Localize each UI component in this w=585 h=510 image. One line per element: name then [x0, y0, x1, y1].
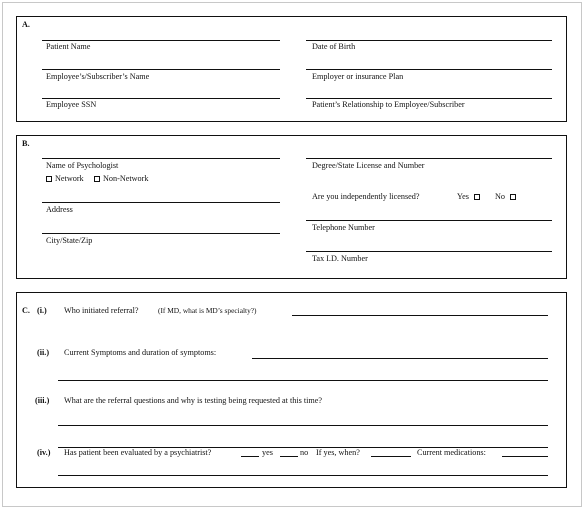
relationship-label: Patient’s Relationship to Employee/Subscriber — [312, 100, 465, 109]
question-1-number: (i.) — [37, 306, 47, 315]
question-4-number: (iv.) — [37, 448, 51, 457]
question-1-answer-line[interactable] — [292, 315, 548, 316]
question-3-text: What are the referral questions and why is testing being requested at this time? — [64, 396, 323, 405]
question-4-answer-line[interactable] — [58, 475, 548, 476]
degree-license-label: Degree/State License and Number — [312, 161, 425, 170]
tax-id-line[interactable] — [306, 251, 552, 252]
psychiatrist-yes-label: yes — [262, 448, 273, 457]
section-c-box — [16, 292, 567, 488]
date-of-birth-line[interactable] — [306, 40, 552, 41]
psychologist-name-line[interactable] — [42, 158, 280, 159]
patient-name-line[interactable] — [42, 40, 280, 41]
relationship-line[interactable] — [306, 98, 552, 99]
address-label: Address — [46, 205, 73, 214]
question-2-number: (ii.) — [37, 348, 50, 357]
city-state-zip-label: City/State/Zip — [46, 236, 93, 245]
employee-ssn-label: Employee SSN — [46, 100, 97, 109]
employer-plan-line[interactable] — [306, 69, 552, 70]
non-network-checkbox[interactable] — [94, 176, 100, 182]
question-3-number: (iii.) — [35, 396, 50, 405]
licensed-no-checkbox[interactable] — [510, 194, 516, 200]
licensed-no-label: No — [495, 192, 506, 201]
question-3-answer-line-1[interactable] — [58, 425, 548, 426]
patient-name-label: Patient Name — [46, 42, 91, 51]
tax-id-label: Tax I.D. Number — [312, 254, 368, 263]
question-2-answer-line-2[interactable] — [58, 380, 548, 381]
licensed-no-option[interactable] — [495, 193, 519, 201]
telephone-line[interactable] — [306, 220, 552, 221]
question-2-answer-line-1[interactable] — [252, 358, 548, 359]
employee-ssn-line[interactable] — [42, 98, 280, 99]
licensed-question: Are you independently licensed? — [312, 192, 420, 201]
licensed-yes-checkbox[interactable] — [474, 194, 480, 200]
question-4-text: Has patient been evaluated by a psychiatrist? — [64, 448, 212, 457]
non-network-option[interactable] — [94, 175, 148, 183]
psychiatrist-when-blank[interactable] — [371, 449, 411, 457]
psychiatrist-when-label: If yes, when? — [316, 448, 360, 457]
psychologist-name-label: Name of Psychologist — [46, 161, 119, 170]
psychiatrist-no-label: no — [300, 448, 309, 457]
network-label: Network — [55, 174, 84, 183]
network-option[interactable] — [46, 175, 84, 183]
degree-license-line[interactable] — [306, 158, 552, 159]
question-1-text: Who initiated referral? — [64, 306, 139, 315]
psychiatrist-yes-blank[interactable] — [241, 449, 259, 457]
non-network-label: Non-Network — [103, 174, 149, 183]
city-state-zip-line[interactable] — [42, 233, 280, 234]
current-medications-label: Current medications: — [417, 448, 486, 457]
question-1-hint: (If MD, what is MD’s specialty?) — [158, 306, 257, 315]
question-2-text: Current Symptoms and duration of symptoms: — [64, 348, 217, 357]
licensed-yes-label: Yes — [457, 192, 469, 201]
employee-name-line[interactable] — [42, 69, 280, 70]
date-of-birth-label: Date of Birth — [312, 42, 356, 51]
network-checkbox[interactable] — [46, 176, 52, 182]
licensed-yes-option[interactable] — [457, 193, 483, 201]
current-medications-blank[interactable] — [502, 449, 548, 457]
psychiatrist-no-blank[interactable] — [280, 449, 298, 457]
section-b-box — [16, 135, 567, 279]
section-a-label: A. — [22, 20, 30, 29]
employer-plan-label: Employer or insurance Plan — [312, 72, 404, 81]
section-b-label: B. — [22, 139, 30, 148]
address-line[interactable] — [42, 202, 280, 203]
employee-name-label: Employee’s/Subscriber’s Name — [46, 72, 150, 81]
telephone-label: Telephone Number — [312, 223, 375, 232]
section-c-label: C. — [22, 306, 30, 315]
